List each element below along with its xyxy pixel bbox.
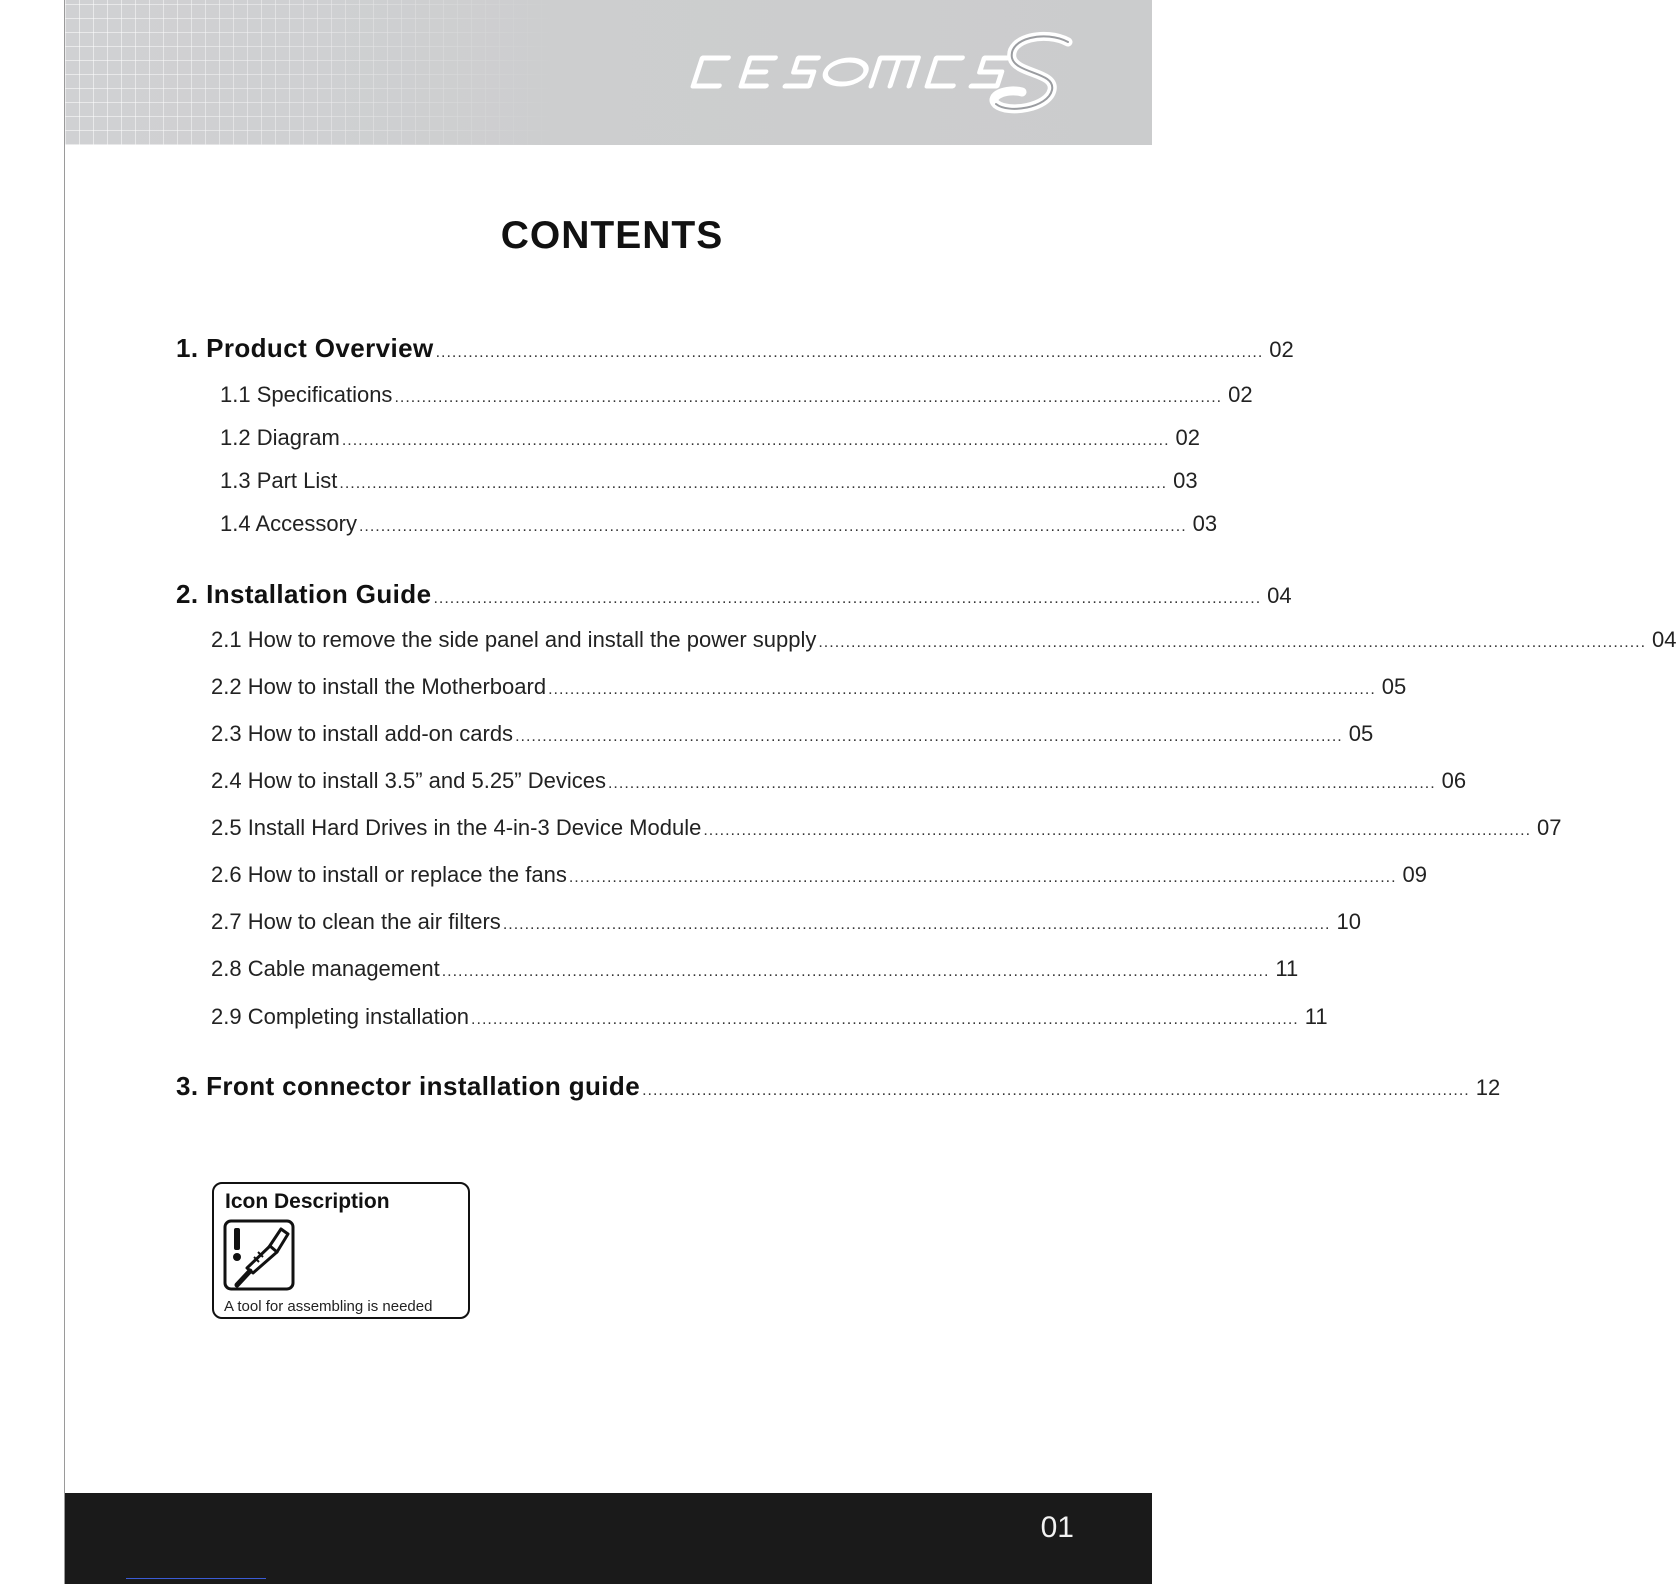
toc-item-label: 2.8 Cable management [211,956,440,981]
toc-section-label: 3. Front connector installation guide [176,1071,641,1101]
toc-page-number: 02 [1269,337,1294,362]
dot-leader: ........................................................................................................................................................ [394,389,1223,406]
screwdriver-warning-icon [223,1219,295,1291]
toc-page-number: 02 [1175,425,1201,450]
toc-page-number: 06 [1441,768,1467,793]
toc-item-devices[interactable] [211,768,1467,794]
toc-page-number: 07 [1537,815,1562,840]
toc-item-label: 2.1 How to remove the side panel and install the power supply [211,627,817,652]
toc-page-number: 11 [1275,956,1299,981]
toc-item-part-list[interactable] [220,468,1198,494]
toc-item-side-panel-power-supply[interactable] [211,627,1677,653]
dot-leader: ........................................................................................................................................................ [502,916,1331,933]
toc-item-air-filters[interactable] [211,909,1361,935]
toc-item-completing-installation[interactable] [211,1004,1328,1030]
toc-item-label: 1.1 Specifications [220,382,393,407]
toc-item-label: 2.9 Completing installation [211,1004,470,1029]
toc-item-motherboard[interactable] [211,674,1407,700]
toc-page-number: 09 [1402,862,1428,887]
toc-section-product-overview[interactable] [176,333,1294,364]
toc-item-accessory[interactable] [220,511,1218,537]
dot-leader: ........................................................................................................................................................ [339,475,1168,492]
dot-leader: ........................................................................................................................................................ [435,344,1264,361]
toc-page-number: 02 [1228,382,1253,407]
toc-item-cable-management[interactable] [211,956,1299,982]
dot-leader: ........................................................................................................................................................ [548,681,1376,698]
dot-leader: ........................................................................................................................................................ [433,590,1262,607]
toc-item-label: 2.6 How to install or replace the fans [211,862,567,887]
dot-leader: ........................................................................................................................................................ [607,775,1436,792]
footer-band [65,1493,1152,1584]
toc-item-diagram[interactable] [220,425,1201,451]
toc-page-number: 03 [1192,511,1218,536]
toc-section-installation-guide[interactable] [176,579,1292,610]
toc-section-front-connector[interactable] [176,1071,1501,1102]
dot-leader: ........................................................................................................................................................ [703,822,1532,839]
toc-item-label: 2.5 Install Hard Drives in the 4-in-3 Device Module [211,815,702,840]
icon-description-box [212,1182,470,1319]
toc-page-number: 03 [1173,468,1198,493]
toc-item-label: 1.4 Accessory [220,511,357,536]
toc-item-label: 2.3 How to install add-on cards [211,721,514,746]
icon-description-title: Icon Description [225,1190,390,1213]
icon-description-caption: A tool for assembling is needed [224,1298,433,1315]
dot-leader: ........................................................................................................................................................ [818,634,1647,651]
toc-page-number: 05 [1381,674,1407,699]
toc-page-number: 10 [1336,909,1361,934]
toc-item-specifications[interactable] [220,382,1253,408]
toc-item-label: 1.3 Part List [220,468,338,493]
toc-page-number: 11 [1304,1004,1328,1029]
toc-item-label: 2.7 How to clean the air filters [211,909,501,934]
bottom-link-underline [126,1578,266,1579]
toc-page-number: 12 [1475,1075,1501,1100]
toc-item-add-on-cards[interactable] [211,721,1374,747]
toc-page-number: 04 [1267,583,1292,608]
toc-page-number: 05 [1348,721,1374,746]
page-title: CONTENTS [500,214,724,257]
toc-item-label: 1.2 Diagram [220,425,340,450]
dot-leader: ........................................................................................................................................................ [642,1082,1470,1099]
toc-section-label: 2. Installation Guide [176,579,432,609]
toc-item-hard-drives[interactable] [211,815,1562,841]
dot-leader: ........................................................................................................................................................ [568,869,1397,886]
dot-leader: ........................................................................................................................................................ [471,1011,1299,1028]
cosmos-s-logo-icon [690,28,1070,118]
toc-item-fans[interactable] [211,862,1428,888]
toc-section-label: 1. Product Overview [176,333,434,363]
dot-leader: ........................................................................................................................................................ [515,728,1343,745]
header-band [65,0,1152,145]
page-number: 01 [1040,1511,1074,1544]
toc-page-number: 04 [1652,627,1677,652]
toc-item-label: 2.2 How to install the Motherboard [211,674,547,699]
dot-leader: ........................................................................................................................................................ [441,963,1270,980]
dot-leader: ........................................................................................................................................................ [341,432,1170,449]
toc-item-label: 2.4 How to install 3.5” and 5.25” Devices [211,768,606,793]
dot-leader: ........................................................................................................................................................ [358,518,1187,535]
